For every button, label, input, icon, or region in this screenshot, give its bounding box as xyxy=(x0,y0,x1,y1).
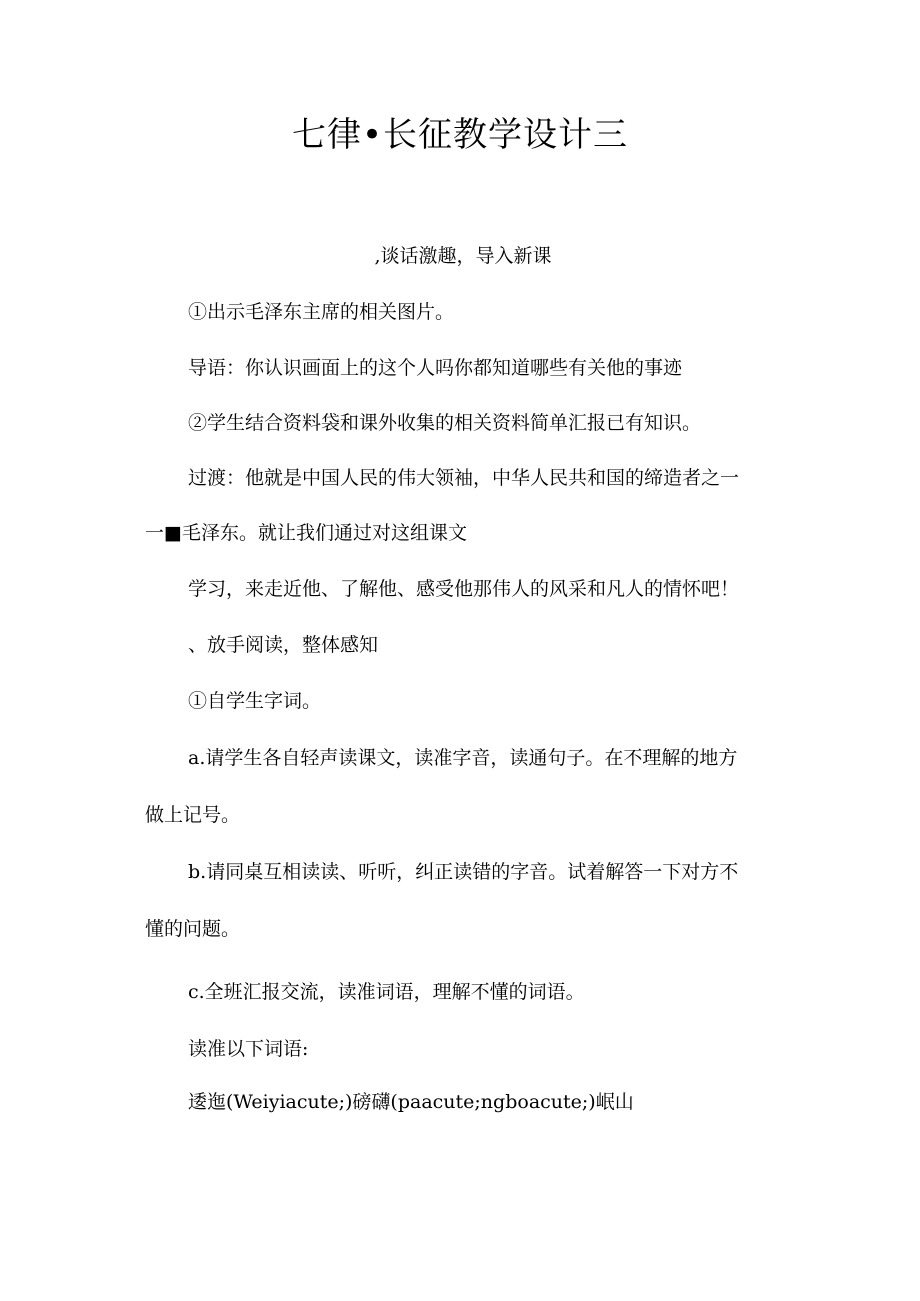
paragraph-line: 导语：你认识画面上的这个人吗你都知道哪些有关他的事迹 xyxy=(188,357,683,379)
paragraph-line: ②学生结合资料袋和课外收集的相关资料简单汇报已有知识。 xyxy=(188,412,702,434)
paragraph-line: 一■毛泽东。就让我们通过对这组课文 xyxy=(145,522,467,544)
paragraph-line: 过渡：他就是中国人民的伟大领袖，中华人民共和国的缔造者之一 xyxy=(188,467,740,489)
paragraph-line: 做上记号。 xyxy=(145,804,241,826)
paragraph-line: ①自学生字词。 xyxy=(188,690,322,712)
paragraph-line: 懂的问题。 xyxy=(145,918,241,940)
paragraph-line: 读准以下词语: xyxy=(188,1038,309,1060)
section-heading-2: 、放手阅读，整体感知 xyxy=(188,634,379,656)
section-heading-1: ,谈话激趣，导入新课 xyxy=(374,245,552,267)
paragraph-line: 学习，来走近他、了解他、感受他那伟人的风采和凡人的情怀吧！ xyxy=(188,578,740,600)
paragraph-line: c.全班汇报交流，读准词语，理解不懂的词语。 xyxy=(188,981,585,1003)
paragraph-line: ①出示毛泽东主席的相关图片。 xyxy=(188,301,455,323)
paragraph-line: a.请学生各自轻声读课文，读准字音，读通句子。在不理解的地方 xyxy=(188,747,738,769)
document-title: 七律•长征教学设计三 xyxy=(291,115,629,155)
paragraph-line: 逶迤(Weiyiacute;)磅礴(paacute;ngboacute;)岷山 xyxy=(188,1091,634,1113)
paragraph-line: b.请同桌互相读读、听听，纠正读错的字音。试着解答一下对方不 xyxy=(188,861,739,883)
